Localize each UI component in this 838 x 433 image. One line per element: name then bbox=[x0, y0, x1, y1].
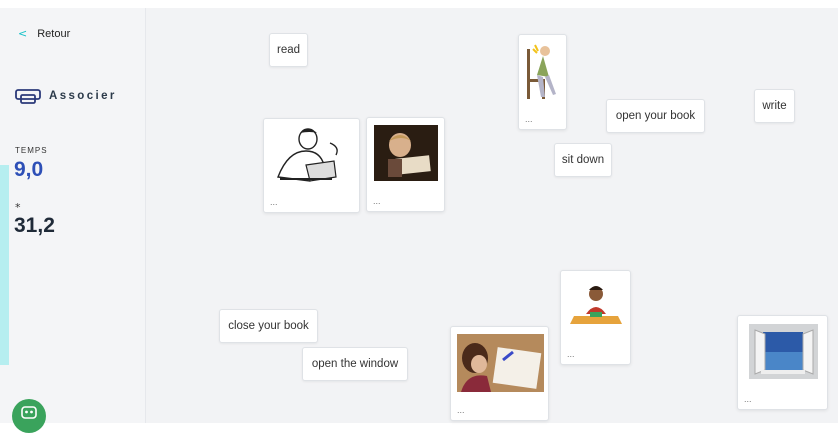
match-mode-icon bbox=[15, 88, 41, 104]
chevron-left-icon: < bbox=[18, 27, 28, 40]
score-star-icon: * bbox=[15, 201, 21, 214]
word-tile-sit-down[interactable]: sit down bbox=[554, 143, 612, 177]
word-tile-close-your-book[interactable]: close your book bbox=[219, 309, 318, 343]
sidebar bbox=[0, 8, 146, 423]
man-reading-image bbox=[270, 125, 355, 189]
card-caption: ... bbox=[567, 349, 575, 359]
card-caption: ... bbox=[457, 405, 465, 415]
card-caption: ... bbox=[270, 197, 278, 207]
word-tile-write[interactable]: write bbox=[754, 89, 795, 123]
child-reading-photo bbox=[374, 125, 438, 181]
robot-icon bbox=[19, 404, 39, 420]
top-strip bbox=[0, 0, 838, 8]
picture-card-window[interactable] bbox=[737, 315, 828, 410]
card-caption: ... bbox=[525, 114, 533, 124]
sidebar-accent-bar bbox=[0, 165, 9, 365]
word-tile-read[interactable]: read bbox=[269, 33, 308, 67]
standing-up-image bbox=[523, 39, 564, 103]
time-value: 9,0 bbox=[14, 158, 44, 181]
mode-label: Associer bbox=[49, 90, 117, 102]
time-label: TEMPS bbox=[15, 146, 48, 155]
picture-card-standing-up[interactable] bbox=[518, 34, 567, 130]
mode-title bbox=[15, 88, 117, 104]
card-caption: ... bbox=[744, 394, 752, 404]
score-value: 31,2 bbox=[14, 214, 55, 237]
child-writing-photo bbox=[457, 334, 544, 392]
open-window-photo bbox=[749, 324, 818, 379]
back-label: Retour bbox=[37, 27, 71, 40]
card-caption: ... bbox=[373, 196, 381, 206]
word-tile-open-your-book[interactable]: open your book bbox=[606, 99, 705, 133]
picture-card-boy-desk[interactable] bbox=[560, 270, 631, 365]
boy-at-desk-image bbox=[568, 278, 625, 334]
help-button[interactable] bbox=[12, 399, 46, 433]
picture-card-child-writing[interactable] bbox=[450, 326, 549, 421]
word-tile-open-the-window[interactable]: open the window bbox=[302, 347, 408, 381]
picture-card-man-reading[interactable] bbox=[263, 118, 360, 213]
picture-card-child-book[interactable] bbox=[366, 117, 445, 212]
back-button[interactable] bbox=[18, 27, 70, 40]
